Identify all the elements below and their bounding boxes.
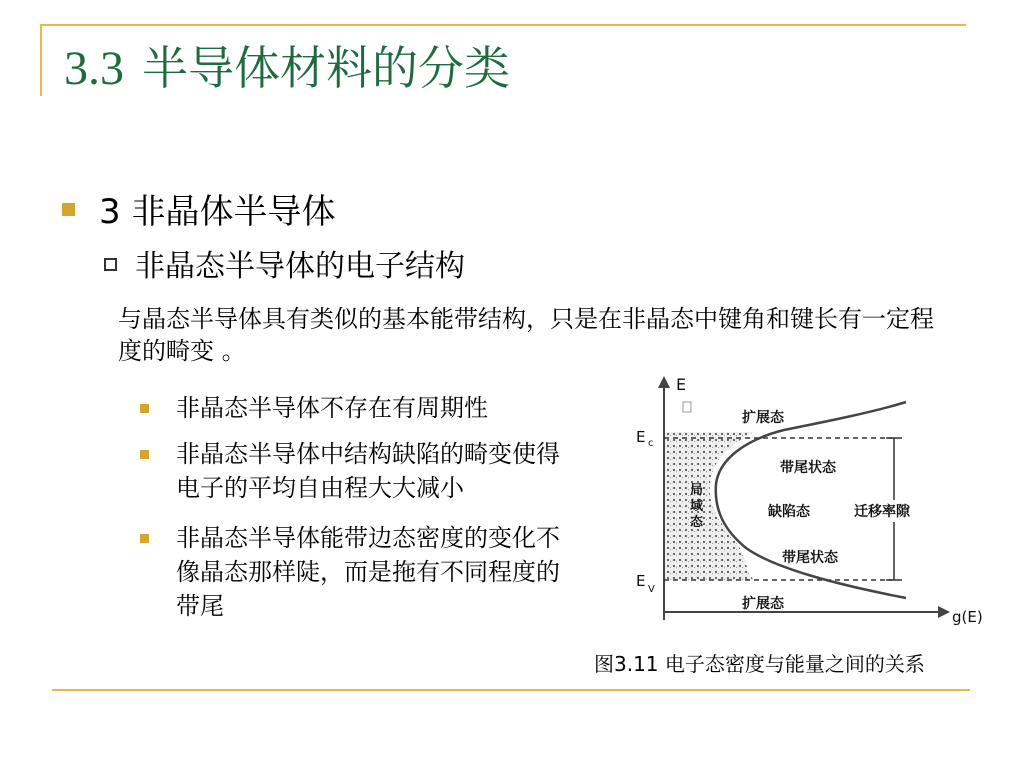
bullet-level2 <box>104 247 465 287</box>
defect-state-label: 缺陷态 <box>768 504 810 520</box>
title-number: 3.3 <box>64 42 124 95</box>
bullet-level2-text: 非晶态半导体的电子结构 <box>135 249 465 284</box>
sub-bullet-text: 非晶态半导体中结构缺陷的畸变使得电子的平均自由程大大减小 <box>176 440 560 502</box>
localized-region <box>664 432 754 580</box>
square-bullet-icon <box>140 534 149 543</box>
band-tail-bottom-label: 带尾状态 <box>782 550 838 566</box>
body-paragraph: 与晶态半导体具有类似的基本能带结构，只是在非晶态中键角和键长有一定程度的畸变 。 <box>118 305 934 365</box>
x-axis-arrow-icon <box>938 606 950 618</box>
band-tail-top-label: 带尾状态 <box>780 460 836 476</box>
ec-label: E <box>636 428 646 446</box>
title-text: 半导体材料的分类 <box>142 41 510 95</box>
localized-state-label: 局 域 态 <box>690 483 704 530</box>
square-bullet-icon <box>140 450 149 459</box>
figure-caption: 图3.11 电子态密度与能量之间的关系 <box>594 652 925 676</box>
top-rule <box>40 24 966 26</box>
bottom-rule <box>52 689 970 691</box>
hollow-square-bullet-icon <box>104 258 117 271</box>
left-rule <box>40 24 42 96</box>
extended-state-top-label: 扩展态 <box>742 410 784 426</box>
mobility-gap-label: 迁移率隙 <box>854 504 910 520</box>
extended-state-bottom-label: 扩展态 <box>742 596 784 612</box>
square-bullet-icon <box>62 203 75 216</box>
x-axis-label: g(E) <box>952 608 983 626</box>
y-axis-arrow-icon <box>658 376 670 388</box>
square-bullet-icon <box>140 404 149 413</box>
ec-subscript: c <box>648 438 654 449</box>
sub-bullet <box>140 521 580 623</box>
sub-bullet-text: 非晶态半导体能带边态密度的变化不像晶态那样陡，而是拖有不同程度的带尾 <box>176 524 560 620</box>
sub-bullet <box>140 437 580 505</box>
sub-bullet <box>140 391 620 425</box>
y-axis-label: E <box>676 375 687 394</box>
bullet-level1-text: 3 非晶体半导体 <box>99 192 336 232</box>
density-of-states-diagram <box>624 372 996 642</box>
bullet-level1 <box>62 190 335 234</box>
ev-subscript: V <box>648 584 655 595</box>
slide-title <box>64 38 510 99</box>
ev-label: E <box>636 572 646 590</box>
sub-bullet-text: 非晶态半导体不存在有周期性 <box>176 394 488 422</box>
